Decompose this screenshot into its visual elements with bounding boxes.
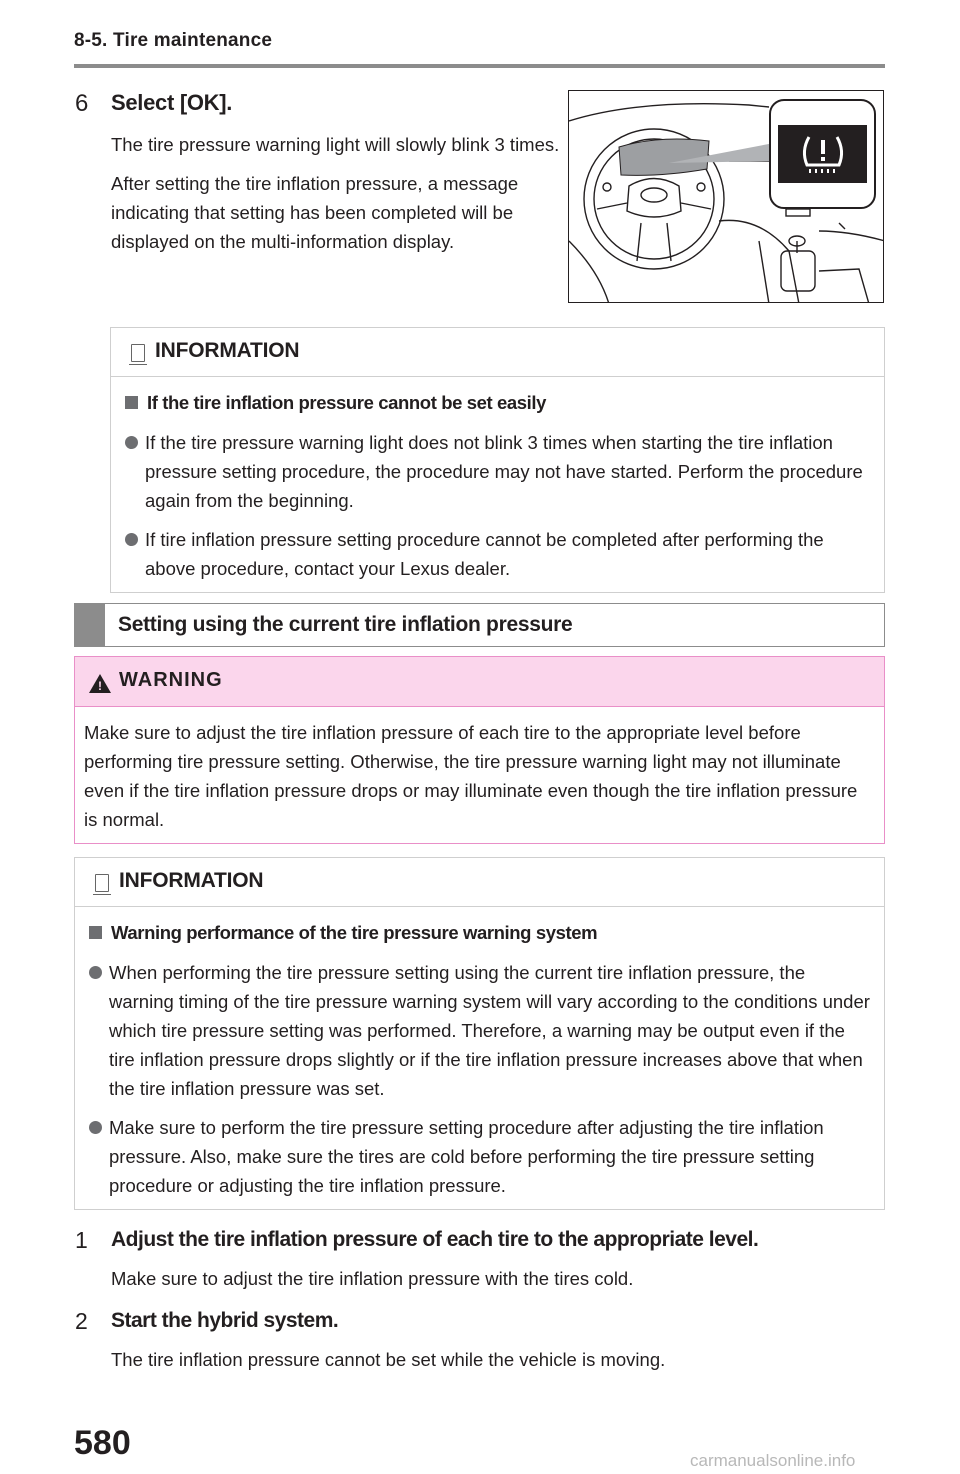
information-box-2: [74, 857, 885, 1210]
circle-bullet-icon: [125, 436, 138, 449]
step-1-body: Make sure to adjust the tire inflation pressure with the tires cold.: [111, 1268, 634, 1289]
information-box-2-bullet-2: [89, 1113, 875, 1200]
information-box-2-header: [75, 858, 884, 907]
information-box-1-bullet-1-text: If the tire pressure warning light does not blink 3 times when starting the tire inflation pressure setting procedure, the procedure may not have started. Perform the procedure again from the beginning.: [145, 432, 863, 511]
step-1-title: Adjust the tire inflation pressure of each tire to the appropriate level.: [111, 1228, 759, 1251]
information-box-1-bullet-1: [125, 428, 875, 515]
warning-box: [74, 656, 885, 844]
header-rule: [74, 64, 885, 68]
step-6-body: [111, 130, 561, 266]
step-6-paragraph-1: The tire pressure warning light will slowly blink 3 times.: [111, 134, 560, 155]
information-box-2-bullet-1: [89, 958, 875, 1103]
information-box-1-title: INFORMATION: [155, 339, 300, 362]
page-number: 580: [74, 1424, 131, 1462]
information-box-2-subhead: [89, 922, 597, 944]
dashboard-drawing: [569, 91, 884, 303]
information-box-1-bullet-2-text: If tire inflation pressure setting procedure cannot be completed after performing the above procedure, contact your Lexus dealer.: [145, 529, 824, 579]
circle-bullet-icon: [125, 533, 138, 546]
info-book-icon: [131, 344, 145, 362]
square-bullet-icon: [125, 396, 138, 409]
section-title-tab: [75, 604, 105, 646]
dashboard-illustration: [568, 90, 884, 303]
warning-title: WARNING: [119, 669, 223, 691]
warning-triangle-icon: !: [89, 674, 111, 693]
section-header: 8-5. Tire maintenance: [74, 30, 273, 51]
section-title: Setting using the current tire inflation pressure: [118, 613, 573, 636]
watermark: carmanualsonline.info: [690, 1451, 856, 1470]
info-book-icon: [95, 874, 109, 892]
section-title-bar: [74, 603, 885, 647]
warning-header: [75, 657, 884, 707]
circle-bullet-icon: [89, 966, 102, 979]
step-2-title: Start the hybrid system.: [111, 1309, 339, 1332]
information-box-2-subhead-text: Warning performance of the tire pressure warning system: [111, 922, 598, 943]
square-bullet-icon: [89, 926, 102, 939]
information-box-2-bullet-2-text: Make sure to perform the tire pressure setting procedure after adjusting the tire inflation pressure. Also, make sure the tires are cold before performing the tire pressure setting procedure or adjusting the tire inflation pressure.: [109, 1117, 824, 1196]
information-box-2-title: INFORMATION: [119, 869, 264, 892]
information-box-1-subhead: [125, 392, 546, 414]
information-box-2-bullet-1-text: When performing the tire pressure setting using the current tire inflation pressure, the warning timing of the tire pressure warning system will vary according to the conditions under which tire pressure setting was performed. Therefore, a warning may be output even if the tire inflation pressure drops slightly or if the tire inflation pressure increases above that when the tire inflation pressure was set.: [109, 962, 870, 1099]
information-box-1-subhead-text: If the tire inflation pressure cannot be set easily: [147, 392, 547, 413]
step-6-title: Select [OK].: [111, 90, 233, 115]
step-6-paragraph-2: After setting the tire inflation pressure, a message indicating that setting has been completed will be displayed on the multi-information display.: [111, 173, 519, 252]
step-1-number: 1: [75, 1227, 88, 1253]
step-2-body: The tire inflation pressure cannot be set while the vehicle is moving.: [111, 1349, 666, 1370]
information-box-1: [110, 327, 885, 593]
warning-body: Make sure to adjust the tire inflation pressure of each tire to the appropriate level before performing tire pressure setting. Otherwise, the tire pressure warning light may not illuminate even if the tire inflation pressure drops or may illuminate even though the tire inflation pressure is normal.: [84, 722, 858, 830]
information-box-1-bullet-2: [125, 525, 875, 583]
step-2-number: 2: [75, 1308, 88, 1334]
information-box-1-header: [111, 328, 884, 377]
circle-bullet-icon: [89, 1121, 102, 1134]
step-6-number: 6: [75, 90, 89, 117]
